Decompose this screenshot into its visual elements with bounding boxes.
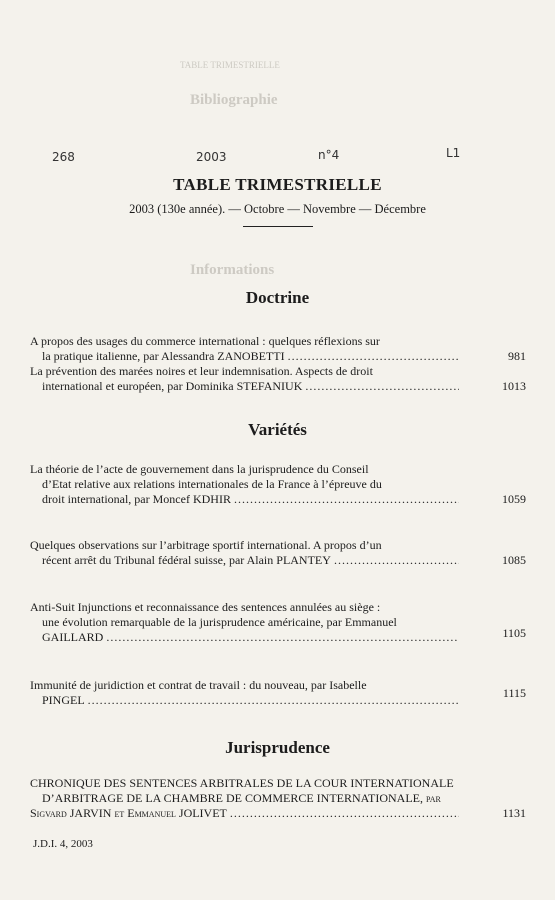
entry-text: PINGEL <box>42 693 85 707</box>
entry-text: la pratique italienne, par Alessandra ZANOBETTI <box>42 349 285 363</box>
toc-entry[interactable] <box>30 678 462 708</box>
journal-footer: J.D.I. 4, 2003 <box>33 838 93 850</box>
entry-text: A propos des usages du commerce international : quelques réflexions sur <box>30 334 380 348</box>
page-subtitle: 2003 (130e année). — Octobre — Novembre — Décembre <box>129 202 426 216</box>
toc-entry[interactable] <box>30 364 462 394</box>
page-number: 1013 <box>502 379 526 393</box>
page-number: 981 <box>508 349 526 363</box>
bleed-through-text: Informations <box>190 262 275 278</box>
entry-text: international et européen, par Dominika STEFANIUK <box>42 379 303 393</box>
bleed-through-text: Bibliographie <box>190 92 278 108</box>
page-number: 1105 <box>502 626 526 640</box>
leader-dots <box>88 693 459 708</box>
handwritten-note: 2003 <box>196 150 227 164</box>
leader-dots <box>305 379 459 394</box>
handwritten-note: 268 <box>52 150 75 164</box>
page-number: 1115 <box>502 686 526 700</box>
leader-dots <box>106 630 459 645</box>
page-number: 1131 <box>502 806 526 820</box>
entry-text: GAILLARD <box>42 630 104 644</box>
entry-text: La prévention des marées noires et leur indemnisation. Aspects de droit <box>30 364 373 378</box>
toc-entry[interactable] <box>30 776 462 821</box>
entry-text: Quelques observations sur l’arbitrage sportif international. A propos d’un <box>30 538 382 552</box>
title-divider <box>243 226 313 227</box>
leader-dots <box>334 553 459 568</box>
section-heading: Doctrine <box>245 288 310 307</box>
handwritten-note: L1 <box>446 146 461 160</box>
section-heading: Variétés <box>248 420 307 439</box>
handwritten-note: n°4 <box>318 148 340 162</box>
leader-dots <box>288 349 459 364</box>
entry-text: Sigvard JARVIN et Emmanuel JOLIVET <box>30 806 227 820</box>
leader-dots <box>234 492 459 507</box>
entry-text: droit international, par Moncef KDHIR <box>42 492 231 506</box>
entry-text: CHRONIQUE DES SENTENCES ARBITRALES DE LA COUR INTERNATIONALE <box>30 776 454 790</box>
page-number: 1059 <box>502 492 526 506</box>
entry-text: d’Etat relative aux relations internationales de la France à l’épreuve du <box>42 477 382 491</box>
toc-entry[interactable] <box>30 600 462 645</box>
entry-text: Immunité de juridiction et contrat de travail : du nouveau, par Isabelle <box>30 678 367 692</box>
toc-entry[interactable] <box>30 334 462 364</box>
entry-text: récent arrêt du Tribunal fédéral suisse, par Alain PLANTEY <box>42 553 331 567</box>
bleed-through-text: TABLE TRIMESTRIELLE <box>180 60 280 70</box>
entry-text: D’ARBITRAGE DE LA CHAMBRE DE COMMERCE INTERNATIONALE, par <box>42 791 441 805</box>
section-heading: Jurisprudence <box>225 738 330 757</box>
leader-dots <box>230 806 459 821</box>
page-title: TABLE TRIMESTRIELLE <box>173 175 382 194</box>
page-number: 1085 <box>502 553 526 567</box>
entry-text: une évolution remarquable de la jurisprudence américaine, par Emmanuel <box>42 615 397 629</box>
entry-text: Anti-Suit Injunctions et reconnaissance des sentences annulées au siège : <box>30 600 381 614</box>
toc-entry[interactable] <box>30 538 462 568</box>
toc-entry[interactable] <box>30 462 462 507</box>
entry-text: La théorie de l’acte de gouvernement dans la jurisprudence du Conseil <box>30 462 369 476</box>
